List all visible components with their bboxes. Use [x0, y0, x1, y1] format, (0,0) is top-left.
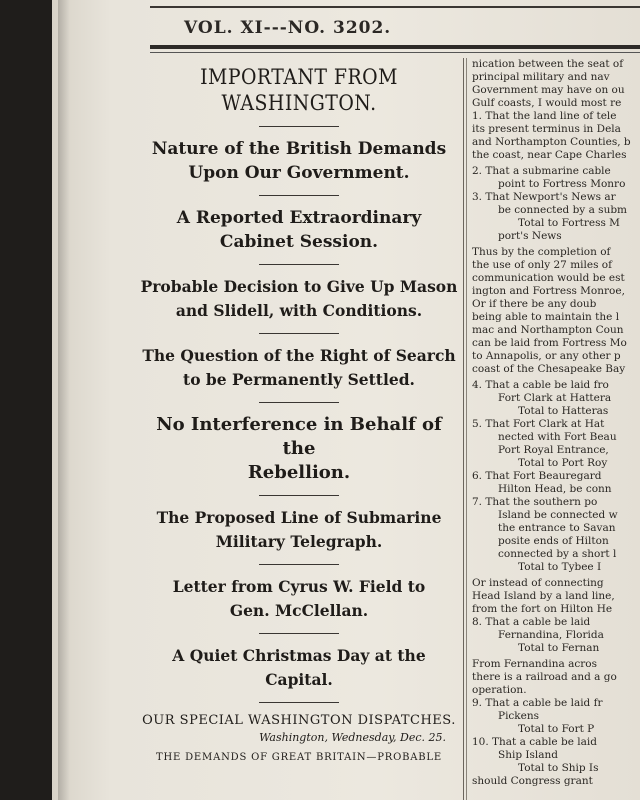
article-line: Port Royal Entrance, [498, 444, 609, 456]
article-line: principal military and nav [472, 71, 610, 83]
article-line: its present terminus in Dela [472, 123, 621, 135]
headline-separator [259, 126, 339, 127]
deck-line: Upon Our Government. [188, 163, 410, 183]
top-rule [150, 6, 640, 8]
deck-line: A Quiet Christmas Day at the Capital. [172, 646, 426, 689]
article-line: ington and Fortress Monroe, [472, 285, 625, 297]
lead-in-text: THE DEMANDS OF GREAT BRITAIN—PROBABLE [156, 752, 442, 763]
deck-no-interference [138, 413, 460, 485]
article-line: the entrance to Savan [498, 522, 616, 534]
deck-christmas-day [138, 644, 460, 692]
article-line: from the fort on Hilton He [472, 603, 613, 615]
article-line: Or instead of connecting [472, 577, 604, 589]
article-line: port's News [498, 230, 562, 242]
article-line: 4. That a cable be laid fro [472, 379, 609, 391]
deck-line: Rebellion. [247, 462, 351, 483]
article-line: there is a railroad and a go [472, 671, 617, 683]
deck-line: Probable Decision to Give Up Mason [140, 277, 458, 296]
article-line: mac and Northampton Coun [472, 324, 624, 336]
article-line: Total to Hatteras [518, 405, 609, 417]
article-line: Pickens [498, 710, 540, 722]
dateline: Washington, Wednesday, Dec. 25. [259, 731, 446, 744]
deck-field-letter [138, 575, 460, 623]
deck-line: Letter from Cyrus W. Field to [172, 577, 426, 596]
deck-line: Military Telegraph. [215, 532, 383, 551]
article-line: the use of only 27 miles of [472, 259, 613, 271]
deck-right-of-search [138, 344, 460, 392]
article-line: 1. That the land line of tele [472, 110, 617, 122]
article-line: 2. That a submarine cable [472, 165, 611, 177]
deck-line: Nature of the British Demands [151, 139, 447, 159]
main-headline: IMPORTANT FROM WASHINGTON. [200, 65, 398, 115]
article-line: be connected by a subm [498, 204, 628, 216]
article-column [472, 58, 640, 800]
deck-separator [259, 333, 339, 334]
deck-line: A Reported Extraordinary [176, 208, 422, 228]
article-line: Hilton Head, be conn [498, 483, 612, 495]
article-line: posite ends of Hilton [498, 535, 609, 547]
article-line: operation. [472, 684, 527, 696]
article-line: 3. That Newport's News ar [472, 191, 616, 203]
deck-separator [259, 633, 339, 634]
page-fold-shadow [58, 0, 70, 800]
column-rule [466, 58, 467, 800]
deck-cabinet-session [138, 206, 460, 254]
article-line: Total to Fortress M [518, 217, 620, 229]
newspaper-page [52, 0, 640, 800]
article-line: point to Fortress Monro [498, 178, 626, 190]
article-line: coast of the Chesapeake Bay [472, 363, 626, 375]
article-line: Island be connected w [498, 509, 618, 521]
article-line: Total to Fort P [518, 723, 595, 735]
deck-line: to be Permanently Settled. [183, 370, 415, 389]
article-line: Gulf coasts, I would most re [472, 97, 622, 109]
deck-line: Gen. McClellan. [229, 601, 369, 620]
deck-line: The Proposed Line of Submarine [156, 508, 442, 527]
article-line: Fernandina, Florida [498, 629, 604, 641]
deck-line: and Slidell, with Conditions. [175, 301, 423, 320]
masthead-rule-thick [150, 45, 640, 49]
deck-line: The Question of the Right of Search [142, 346, 456, 365]
article-line: nication between the seat of [472, 58, 624, 70]
article-line: nected with Fort Beau [498, 431, 617, 443]
deck-separator [259, 402, 339, 403]
article-line: and Northampton Counties, b [472, 136, 631, 148]
article-line: Head Island by a land line, [472, 590, 615, 602]
headline-column [138, 58, 460, 800]
column-rule [463, 58, 464, 800]
volume-number: VOL. XI---NO. 3202. [184, 18, 392, 38]
article-line: Total to Ship Is [518, 762, 599, 774]
article-line: 5. That Fort Clark at Hat [472, 418, 605, 430]
deck-british-demands [138, 137, 460, 185]
deck-line: No Interference in Behalf of the [156, 414, 442, 459]
deck-line: Cabinet Session. [219, 232, 379, 252]
deck-separator [259, 702, 339, 703]
article-line: From Fernandina acros [472, 658, 597, 670]
article-line: Fort Clark at Hattera [498, 392, 612, 404]
article-line: connected by a short l [498, 548, 617, 560]
article-line: Total to Fernan [518, 642, 600, 654]
special-dispatches-heading: OUR SPECIAL WASHINGTON DISPATCHES. [142, 713, 456, 728]
article-line: Ship Island [498, 749, 559, 761]
article-line: can be laid from Fortress Mo [472, 337, 627, 349]
article-line: the coast, near Cape Charles [472, 149, 627, 161]
deck-mason-slidell [138, 275, 460, 323]
masthead-rule-thin [150, 52, 640, 53]
article-line: Government may have on ou [472, 84, 625, 96]
deck-separator [259, 564, 339, 565]
article-line: to Annapolis, or any other p [472, 350, 621, 362]
article-line: Total to Port Roy [518, 457, 608, 469]
deck-separator [259, 195, 339, 196]
article-line: communication would be est [472, 272, 625, 284]
deck-separator [259, 495, 339, 496]
article-line: should Congress grant [472, 775, 593, 787]
article-line: 7. That the southern po [472, 496, 598, 508]
article-line: 9. That a cable be laid fr [472, 697, 603, 709]
article-line: Or if there be any doub [472, 298, 597, 310]
article-line: 6. That Fort Beauregard [472, 470, 602, 482]
article-line: being able to maintain the l [472, 311, 620, 323]
deck-submarine-telegraph [138, 506, 460, 554]
article-line: Thus by the completion of [472, 246, 611, 258]
deck-separator [259, 264, 339, 265]
article-line: 8. That a cable be laid [472, 616, 591, 628]
article-line: Total to Tybee I [518, 561, 602, 573]
article-line: 10. That a cable be laid [472, 736, 597, 748]
